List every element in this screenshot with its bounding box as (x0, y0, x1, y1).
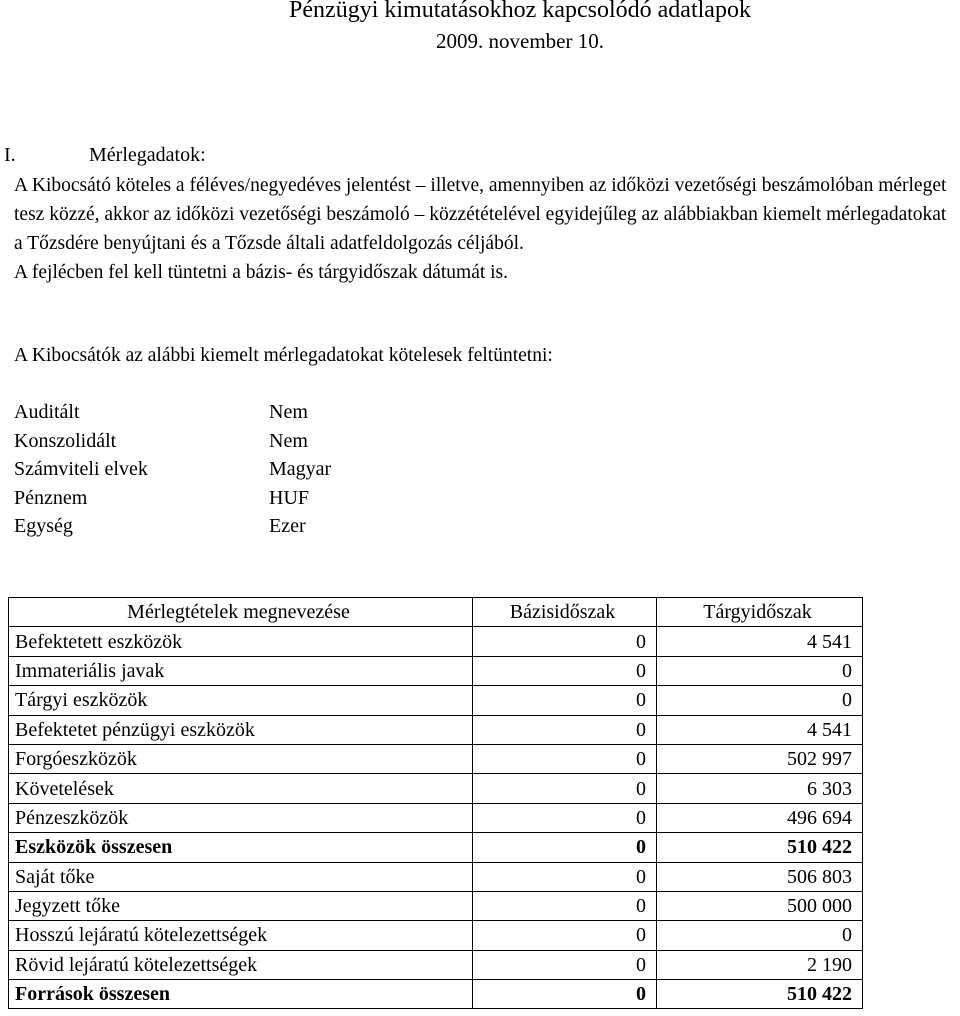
property-value-accounting: Magyar (269, 458, 332, 480)
instructions-paragraph (14, 171, 959, 287)
table-row (9, 803, 863, 832)
row-name: Rövid lejáratú kötelezettségek (9, 950, 473, 979)
row-base-value: 0 (473, 833, 657, 862)
row-base-value: 0 (473, 744, 657, 773)
property-label-consolidated: Konszolidált (14, 429, 117, 452)
row-name: Befektetet pénzügyi eszközök (9, 715, 473, 744)
table-row (9, 656, 863, 685)
document-title: Pénzügyi kimutatásokhoz kapcsolódó adatlapok (289, 0, 751, 23)
property-label-audited: Auditált (14, 401, 80, 423)
table-row (9, 744, 863, 773)
table-row (9, 774, 863, 803)
row-name: Követelések (9, 774, 473, 803)
instruction-text: A Kibocsátó köteles a féléves/negyedéves jelentést – illetve, amennyiben az időközi vezetőségi beszámolóban mérleget tesz közzé, akkor az időközi vezetőségi beszámoló – közzétételével egyidejűleg az alábbiakban kiemelt mérlegadatokat a Tőzsdére benyújtani és a Tőzsde általi adatfeldolgozás céljából. (14, 175, 947, 254)
table-row (9, 715, 863, 744)
row-name: Immateriális javak (9, 656, 473, 685)
balance-sheet-table (8, 597, 863, 1009)
row-current-value: 506 803 (657, 862, 863, 891)
properties-intro: A Kibocsátók az alábbi kiemelt mérlegadatokat kötelesek feltüntetni: (14, 345, 553, 366)
row-base-value: 0 (473, 803, 657, 832)
row-name: Jegyzett tőke (9, 891, 473, 920)
property-value-audited: Nem (269, 401, 308, 423)
table-row (9, 891, 863, 920)
section-number: I. (4, 144, 16, 166)
header-current-period: Tárgyidőszak (657, 598, 863, 627)
row-name: Tárgyi eszközök (9, 686, 473, 715)
header-item-name: Mérlegtételek megnevezése (9, 598, 473, 627)
row-name: Eszközök összesen (9, 833, 473, 862)
row-current-value: 502 997 (657, 744, 863, 773)
table-row (9, 833, 863, 862)
table-row (9, 921, 863, 950)
header-date-note: A fejlécben fel kell tüntetni a bázis- és tárgyidőszak dátumát is. (14, 262, 509, 283)
row-current-value: 0 (657, 656, 863, 685)
row-current-value: 496 694 (657, 803, 863, 832)
row-current-value: 500 000 (657, 891, 863, 920)
row-base-value: 0 (473, 921, 657, 950)
property-label-currency: Pénznem (14, 486, 88, 509)
row-base-value: 0 (473, 862, 657, 891)
table-row (9, 627, 863, 656)
row-base-value: 0 (473, 627, 657, 656)
property-label-accounting: Számviteli elvek (14, 458, 148, 480)
row-current-value: 2 190 (657, 950, 863, 979)
property-labels (14, 398, 148, 541)
row-name: Pénzeszközök (9, 803, 473, 832)
row-current-value: 0 (657, 686, 863, 715)
property-value-consolidated: Nem (269, 429, 308, 452)
row-base-value: 0 (473, 950, 657, 979)
row-current-value: 510 422 (657, 980, 863, 1009)
row-current-value: 0 (657, 921, 863, 950)
table-row (9, 862, 863, 891)
property-value-unit: Ezer (269, 515, 306, 537)
property-values (269, 398, 331, 541)
row-base-value: 0 (473, 656, 657, 685)
row-name: Befektetett eszközök (9, 627, 473, 656)
row-base-value: 0 (473, 715, 657, 744)
header-base-period: Bázisidőszak (473, 598, 657, 627)
row-base-value: 0 (473, 980, 657, 1009)
property-value-currency: HUF (269, 486, 310, 509)
table-header-row (9, 598, 863, 627)
row-name: Saját tőke (9, 862, 473, 891)
row-current-value: 510 422 (657, 833, 863, 862)
row-name: Forgóeszközök (9, 744, 473, 773)
table-row (9, 950, 863, 979)
document-date: 2009. november 10. (436, 29, 604, 53)
section-title: Mérlegadatok: (89, 144, 206, 166)
row-current-value: 4 541 (657, 715, 863, 744)
table-row (9, 980, 863, 1009)
row-current-value: 6 303 (657, 774, 863, 803)
row-base-value: 0 (473, 686, 657, 715)
property-label-unit: Egység (14, 515, 73, 537)
table-row (9, 686, 863, 715)
row-name: Hosszú lejáratú kötelezettségek (9, 921, 473, 950)
row-name: Források összesen (9, 980, 473, 1009)
row-current-value: 4 541 (657, 627, 863, 656)
row-base-value: 0 (473, 774, 657, 803)
row-base-value: 0 (473, 891, 657, 920)
